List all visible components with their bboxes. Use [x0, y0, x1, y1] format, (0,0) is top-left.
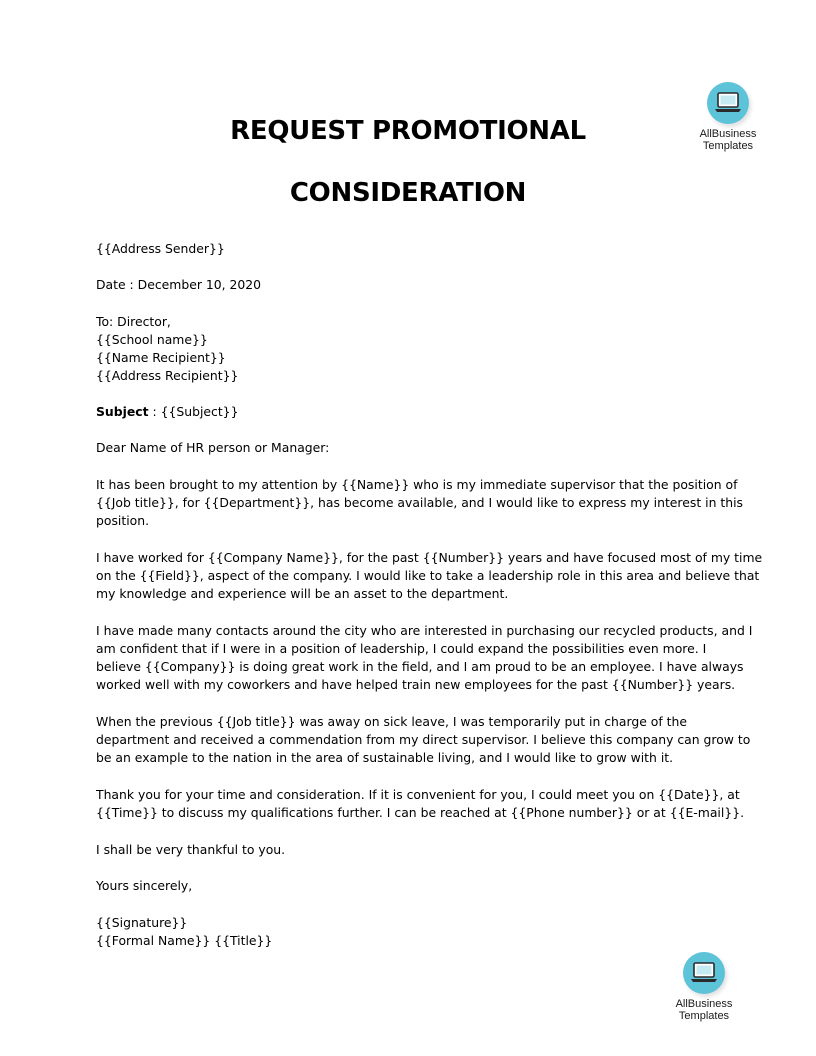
formal-name: {{Formal Name}} {{Title}}: [96, 933, 273, 948]
date-line: Date : December 10, 2020: [96, 277, 262, 292]
brand-name-line-2: Templates: [702, 140, 754, 152]
paragraph-line: Thank you for your time and consideration. If it is convenient for you, I could meet you on {{Date}}, at: [96, 787, 740, 802]
brand-name-line-1: AllBusiness: [699, 128, 757, 140]
address-sender: {{Address Sender}}: [96, 241, 225, 256]
subject-label: Subject: [96, 404, 149, 419]
paragraph-line: position.: [96, 513, 150, 528]
paragraph-line: worked well with my coworkers and have helped train new employees for the past {{Number}} years.: [96, 677, 736, 692]
signature-block: [96, 914, 726, 950]
recipient-line: {{Name Recipient}}: [96, 350, 226, 365]
laptop-icon: [683, 952, 725, 994]
brand-name: [659, 998, 749, 1022]
recipient-block: [96, 313, 726, 385]
paragraph-line: on the {{Field}}, aspect of the company. I would like to take a leadership role in this area and believe that: [96, 568, 760, 583]
closing: Yours sincerely,: [96, 878, 193, 893]
page-title-line-1: REQUEST PROMOTIONAL: [230, 116, 586, 146]
salutation: Dear Name of HR person or Manager:: [96, 440, 330, 455]
paragraph-line: department and received a commendation from my direct supervisor. I believe this company can grow to: [96, 732, 751, 747]
paragraph-4: [96, 713, 751, 767]
paragraph-line: It has been brought to my attention by {{Name}} who is my immediate supervisor that the position of: [96, 477, 738, 492]
paragraph-line: I have worked for {{Company Name}}, for the past {{Number}} years and have focused most of my time: [96, 550, 763, 565]
recipient-line: {{Address Recipient}}: [96, 368, 239, 383]
page-title-line-2: CONSIDERATION: [289, 178, 527, 208]
brand-name-line-2: Templates: [678, 1010, 730, 1022]
paragraph-line: When the previous {{Job title}} was away on sick leave, I was temporarily put in charge of the: [96, 714, 688, 729]
signature: {{Signature}}: [96, 915, 188, 930]
paragraph-line: am confident that if I were in a position of leadership, I could expand the possibilities even more. I: [96, 641, 707, 656]
brand-logo-bottom: [659, 952, 749, 1022]
brand-name-line-1: AllBusiness: [675, 998, 733, 1010]
paragraph-1: [96, 476, 743, 530]
brand-name: [683, 128, 773, 152]
thankful-line: I shall be very thankful to you.: [96, 842, 286, 857]
subject-value: : {{Subject}}: [148, 404, 239, 419]
recipient-line: {{School name}}: [96, 332, 208, 347]
paragraph-line: my knowledge and experience will be an asset to the department.: [96, 586, 509, 601]
paragraph-line: be an example to the nation in the area of sustainable living, and I would like to grow with it.: [96, 750, 674, 765]
paragraph-5: [96, 786, 745, 822]
paragraph-3: [96, 622, 753, 694]
paragraph-line: believe {{Company}} is doing great work in the field, and I am proud to be an employee. I have always: [96, 659, 744, 674]
subject-line: [96, 403, 726, 421]
laptop-icon: [707, 82, 749, 124]
recipient-line: To: Director,: [96, 314, 171, 329]
paragraph-2: [96, 549, 763, 603]
paragraph-line: I have made many contacts around the city who are interested in purchasing our recycled products, and I: [96, 623, 753, 638]
brand-logo-top: [683, 82, 773, 152]
paragraph-line: {{Job title}}, for {{Department}}, has become available, and I would like to express my interest in this: [96, 495, 743, 510]
paragraph-line: {{Time}} to discuss my qualifications further. I can be reached at {{Phone number}} or at {{E-mail}}.: [96, 805, 745, 820]
